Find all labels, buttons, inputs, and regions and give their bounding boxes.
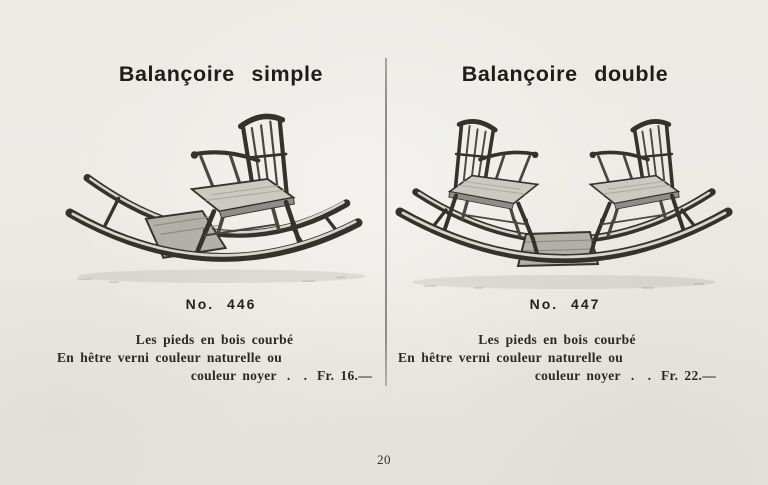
description-line-1: Les pieds en bois courbé	[135, 332, 294, 347]
product-description	[57, 331, 372, 385]
price-line	[57, 367, 372, 385]
leader-dots: . .	[630, 368, 651, 383]
single-rocking-chair-engraving	[58, 100, 370, 285]
chair-engraving-right	[590, 121, 685, 238]
double-rocking-chair-figure	[394, 100, 734, 295]
chair-engraving-left	[443, 121, 538, 238]
description-line-2: En hêtre verni couleur naturelle ou	[57, 350, 283, 365]
page-number: 20	[377, 452, 391, 467]
column-divider-rule	[385, 58, 387, 386]
description-line-1: Les pieds en bois courbé	[478, 332, 636, 347]
rocker-rung	[103, 198, 119, 229]
leader-dots: . .	[286, 368, 307, 383]
product-description	[398, 331, 716, 385]
ground-shadow	[78, 269, 366, 283]
product-title: Balançoire double	[461, 62, 669, 86]
price: Fr. 22.—	[660, 368, 716, 383]
product-number: No. 447	[529, 296, 601, 312]
double-rocking-chair-engraving	[394, 100, 734, 290]
description-line-2: En hêtre verni couleur naturelle ou	[398, 350, 624, 365]
product-number: No. 446	[185, 296, 257, 312]
price: Fr. 16.—	[316, 368, 372, 383]
ground-shadow	[412, 275, 716, 289]
description-line-3: couleur noyer	[190, 368, 277, 383]
description-line-3: couleur noyer	[534, 368, 621, 383]
single-rocking-chair-figure	[58, 100, 370, 290]
product-title: Balançoire simple	[118, 62, 324, 86]
price-line	[398, 367, 716, 385]
